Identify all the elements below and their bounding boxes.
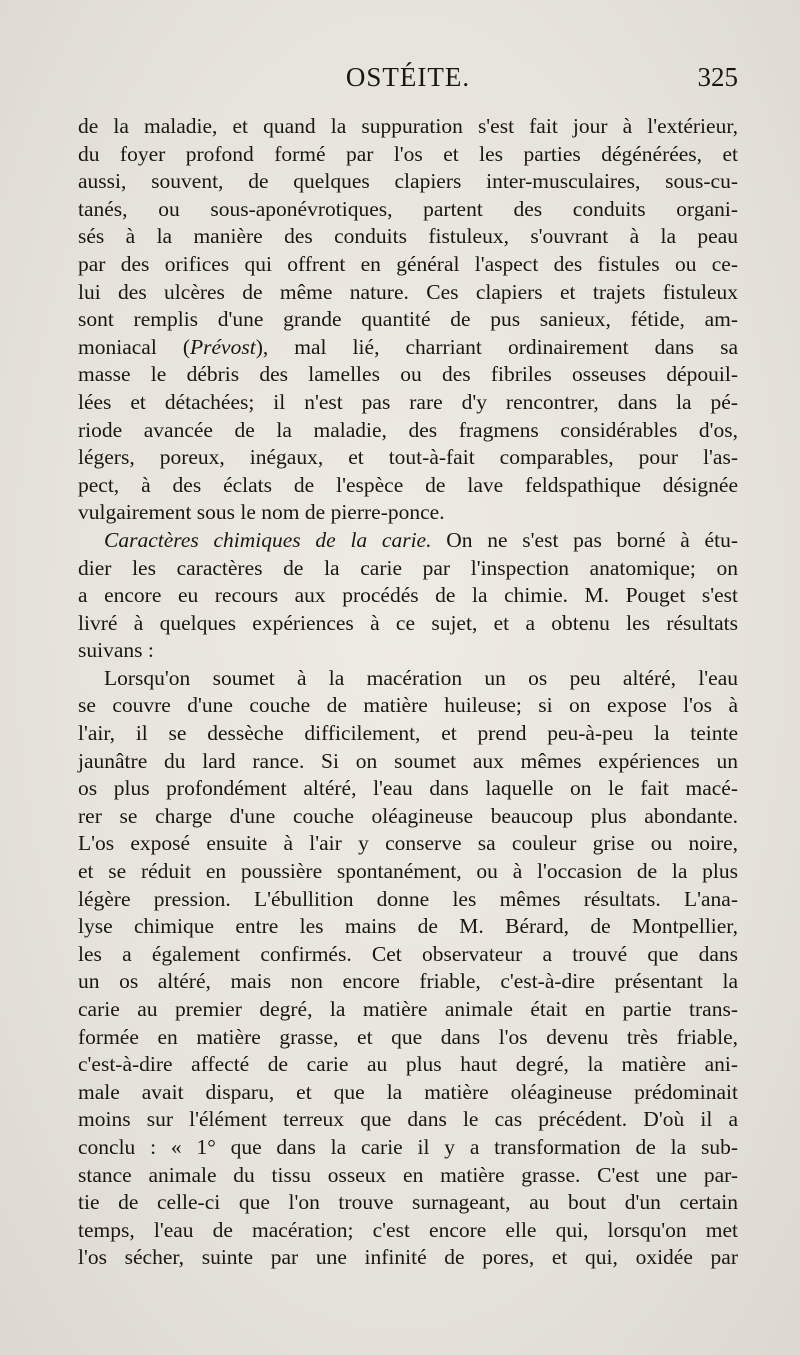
text-line: jaunâtre du lard rance. Si on soumet aux mêmes expériences un (78, 748, 738, 773)
text-line: moins sur l'élément terreux que dans le cas précédent. D'où il a (78, 1107, 738, 1132)
text-segment: On ne s'est pas borné à étu- (431, 527, 738, 552)
text-line: se couvre d'une couche de matière huileuse; si on expose l'os à (78, 693, 738, 718)
text-segment: moniacal ( (78, 334, 191, 359)
text-line: c'est-à-dire affecté de carie au plus haut degré, la matière ani- (78, 1052, 738, 1077)
text-line: un os altéré, mais non encore friable, c'est-à-dire présentant la (78, 969, 738, 994)
text-line: légère pression. L'ébullition donne les mêmes résultats. L'ana- (78, 886, 738, 911)
paragraph-end-line: vulgairement sous le nom de pierre-ponce. (78, 500, 445, 525)
text-line: tie de celle-ci que l'on trouve surnageant, au bout d'un certain (78, 1190, 738, 1215)
text-line: lui des ulcères de même nature. Ces clapiers et trajets fistuleux (78, 279, 738, 304)
text-line: lyse chimique entre les mains de M. Bérard, de Montpellier, (78, 914, 738, 939)
text-line: les a également confirmés. Cet observateur a trouvé que dans (78, 941, 738, 966)
text-line: tanés, ou sous-aponévrotiques, partent des conduits organi- (78, 196, 738, 221)
text-line: formée en matière grasse, et que dans l'os devenu très friable, (78, 1024, 738, 1049)
text-line: et se réduit en poussière spontanément, ou à l'occasion de la plus (78, 859, 738, 884)
section-heading: Caractères chimiques de la carie. (104, 527, 432, 552)
page-header (78, 62, 738, 98)
text-line: temps, l'eau de macération; c'est encore elle qui, lorsqu'on met (78, 1217, 738, 1242)
text-line: sés à la manière des conduits fistuleux, s'ouvrant à la peau (78, 224, 738, 249)
text-line: L'os exposé ensuite à l'air y conserve sa couleur grise ou noire, (78, 831, 738, 856)
text-line: pect, à des éclats de l'espèce de lave feldspathique désignée (78, 472, 738, 497)
paragraph-end-line: suivans : (78, 638, 154, 663)
citation-author: Prévost (190, 334, 256, 359)
text-line: conclu : « 1° que dans la carie il y a transformation de la sub- (78, 1134, 738, 1159)
text-line: carie au premier degré, la matière animale était en partie trans- (78, 997, 738, 1021)
text-segment: ), mal lié, charriant ordinairement dans sa (255, 334, 738, 359)
text-line: livré à quelques expériences à ce sujet, et a obtenu les résultats (78, 610, 738, 635)
text-line: de la maladie, et quand la suppuration s'est fait jour à l'extérieur, (78, 114, 738, 138)
text-line: légers, poreux, inégaux, et tout-à-fait comparables, pour l'as- (78, 445, 738, 470)
text-line: par des orifices qui offrent en général l'aspect des fistules ou ce- (78, 251, 738, 276)
section-heading-line (78, 527, 738, 555)
running-title: OSTÉITE. (345, 62, 471, 92)
text-line-with-citation (78, 334, 738, 362)
text-line: rer se charge d'une couche oléagineuse beaucoup plus abondante. (78, 803, 738, 828)
text-line: dier les caractères de la carie par l'inspection anatomique; on (78, 555, 738, 580)
text-line: male avait disparu, et que la matière oléagineuse prédominait (78, 1079, 738, 1104)
text-line: os plus profondément altéré, l'eau dans laquelle on le fait macé- (78, 776, 738, 801)
text-line: stance animale du tissu osseux en matière grasse. C'est une par- (78, 1162, 738, 1187)
text-line: aussi, souvent, de quelques clapiers inter-musculaires, sous-cu- (78, 169, 738, 194)
body-text (78, 113, 738, 1272)
text-line: l'air, il se dessèche difficilement, et prend peu-à-peu la teinte (78, 721, 738, 746)
text-line: a encore eu recours aux procédés de la chimie. M. Pouget s'est (78, 583, 738, 608)
text-line: riode avancée de la maladie, des fragmens considérables d'os, (78, 417, 738, 442)
text-line: lées et détachées; il n'est pas rare d'y rencontrer, dans la pé- (78, 389, 738, 414)
paragraph-start-line: Lorsqu'on soumet à la macération un os peu altéré, l'eau (104, 665, 738, 690)
text-line: masse le débris des lamelles ou des fibriles osseuses dépouil- (78, 362, 738, 387)
text-line: l'os sécher, suinte par une infinité de pores, et qui, oxidée par (78, 1245, 738, 1270)
text-line: du foyer profond formé par l'os et les parties dégénérées, et (78, 141, 738, 166)
page-number: 325 (697, 62, 738, 92)
text-line: sont remplis d'une grande quantité de pus sanieux, fétide, am- (78, 307, 738, 332)
